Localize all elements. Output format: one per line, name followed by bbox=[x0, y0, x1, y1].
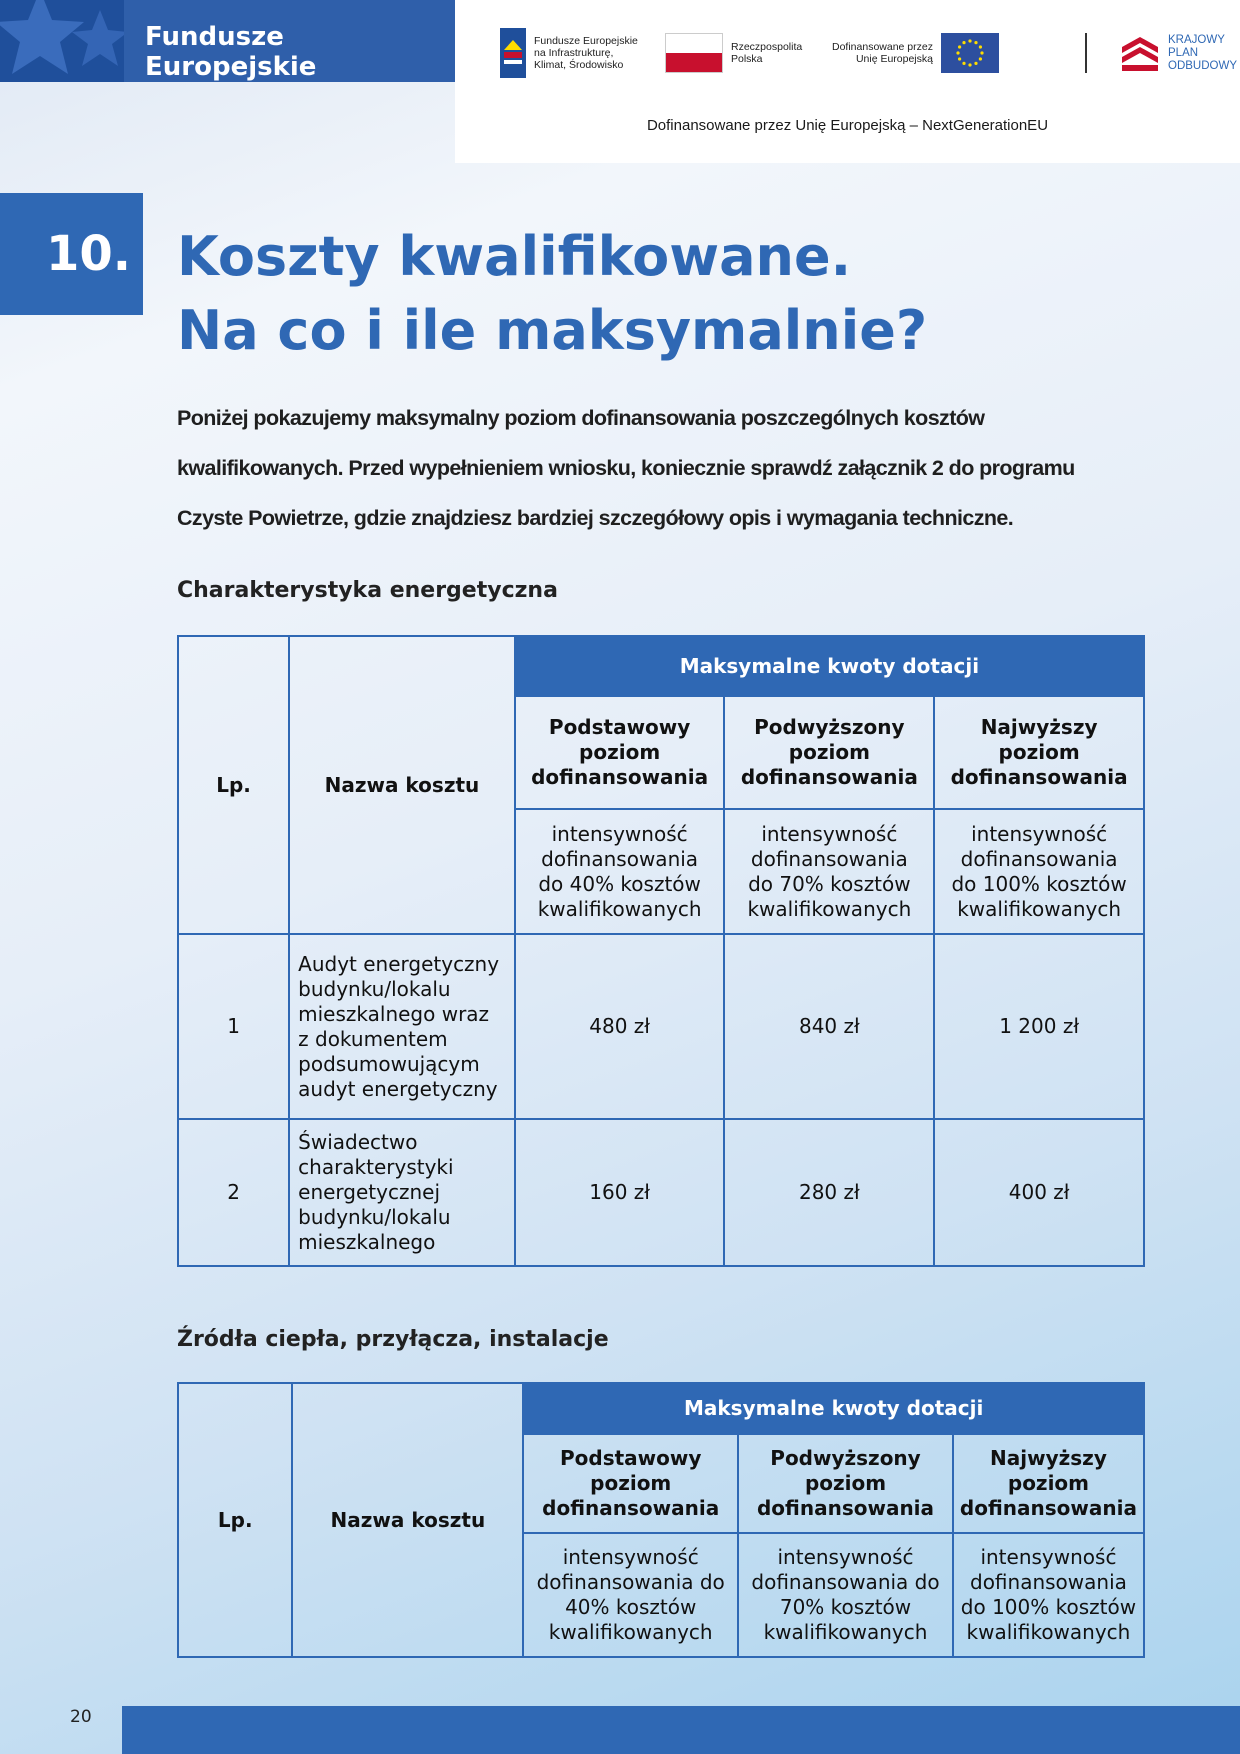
row-value-highest: 400 zł bbox=[934, 1119, 1144, 1266]
level-basic-header: Podstawowy poziom dofinansowania bbox=[523, 1434, 738, 1533]
level-highest-header: Najwyższy poziom dofinansowania bbox=[934, 696, 1144, 809]
level-basic-header: Podstawowy poziom dofinansowania bbox=[515, 696, 725, 809]
fe-infra-logo bbox=[500, 25, 638, 81]
kpo-line-2: PLAN bbox=[1168, 46, 1199, 59]
eu-logo bbox=[832, 25, 999, 81]
header-max-amounts: Maksymalne kwoty dotacji bbox=[523, 1383, 1144, 1434]
row-cost-name: Audyt energetyczny budynku/lokalu mieszkalnego wraz z dokumentem podsumowującym audyt energetyczny bbox=[289, 934, 515, 1119]
fe-infra-line-1: Fundusze Europejskie bbox=[534, 35, 638, 47]
poland-flag-icon bbox=[665, 33, 723, 73]
level-increased-header: Podwyższony poziom dofinansowania bbox=[738, 1434, 953, 1533]
poland-line-2: Polska bbox=[731, 53, 763, 65]
kpo-line-3: ODBUDOWY bbox=[1168, 59, 1237, 72]
row-value-highest: 1 200 zł bbox=[934, 934, 1144, 1119]
badge-title: Fundusze Europejskie bbox=[145, 22, 317, 82]
title-line-1: Koszty kwalifikowane. bbox=[177, 225, 852, 288]
header-cost-name: Nazwa kosztu bbox=[289, 636, 515, 934]
level-highest-header: Najwyższy poziom dofinansowania bbox=[953, 1434, 1144, 1533]
section-title-heat-sources: Źródła ciepła, przyłącza, instalacje bbox=[177, 1327, 609, 1352]
title-line-2: Na co i ile maksymalnie? bbox=[177, 299, 928, 362]
poland-line-1: Rzeczpospolita bbox=[731, 41, 803, 53]
row-value-increased: 280 zł bbox=[724, 1119, 934, 1266]
header-lp: Lp. bbox=[178, 1383, 292, 1657]
eu-line-1: Dofinansowane przez bbox=[832, 41, 933, 53]
footer-bar bbox=[122, 1706, 1240, 1754]
fe-flag-icon bbox=[500, 28, 526, 78]
logo-divider bbox=[1085, 25, 1087, 81]
funding-line: Dofinansowane przez Unię Europejską – NextGenerationEU bbox=[646, 117, 1049, 134]
kpo-emblem-icon bbox=[1122, 33, 1160, 73]
page-number: 20 bbox=[70, 1707, 92, 1727]
header-cost-name: Nazwa kosztu bbox=[292, 1383, 523, 1657]
level-basic-desc: intensywność dofinansowania do 40% kosztów kwalifikowanych bbox=[523, 1533, 738, 1657]
header-lp: Lp. bbox=[178, 636, 289, 934]
heat-sources-table bbox=[177, 1382, 1145, 1658]
header-max-amounts: Maksymalne kwoty dotacji bbox=[515, 636, 1144, 696]
eu-line-2: Unię Europejską bbox=[855, 53, 933, 65]
row-cost-name: Świadectwo charakterystyki energetycznej budynku/lokalu mieszkalnego bbox=[289, 1119, 515, 1266]
row-lp: 2 bbox=[178, 1119, 289, 1266]
kpo-logo bbox=[1122, 25, 1237, 81]
row-value-basic: 160 zł bbox=[515, 1119, 725, 1266]
table-row bbox=[178, 1119, 1144, 1266]
table-row bbox=[178, 934, 1144, 1119]
level-increased-desc: intensywność dofinansowania do 70% kosztów kwalifikowanych bbox=[738, 1533, 953, 1657]
intro-line-2: kwalifikowanych. Przed wypełnieniem wniosku, koniecznie sprawdź załącznik 2 do programu bbox=[177, 456, 1075, 480]
eu-flag-icon bbox=[941, 33, 999, 73]
section-title-energy: Charakterystyka energetyczna bbox=[177, 578, 558, 603]
energy-costs-table bbox=[177, 635, 1145, 1267]
level-increased-header: Podwyższony poziom dofinansowania bbox=[724, 696, 934, 809]
intro-paragraph bbox=[177, 393, 1157, 543]
section-number: 10. bbox=[0, 193, 143, 315]
fundusze-europejskie-badge bbox=[0, 0, 455, 82]
level-highest-desc: intensywność dofinansowania do 100% kosztów kwalifikowanych bbox=[953, 1533, 1144, 1657]
stars-decoration-icon bbox=[0, 0, 124, 82]
poland-logo bbox=[665, 25, 802, 81]
level-increased-desc: intensywność dofinansowania do 70% kosztów kwalifikowanych bbox=[724, 809, 934, 934]
fe-infra-line-2: na Infrastrukturę, bbox=[534, 47, 614, 59]
row-value-increased: 840 zł bbox=[724, 934, 934, 1119]
intro-line-1: Poniżej pokazujemy maksymalny poziom dofinansowania poszczególnych kosztów bbox=[177, 406, 985, 430]
intro-line-3: Czyste Powietrze, gdzie znajdziesz bardziej szczegółowy opis i wymagania techniczne. bbox=[177, 506, 1014, 530]
level-basic-desc: intensywność dofinansowania do 40% kosztów kwalifikowanych bbox=[515, 809, 725, 934]
fe-infra-line-3: Klimat, Środowisko bbox=[534, 59, 624, 71]
row-value-basic: 480 zł bbox=[515, 934, 725, 1119]
page-title bbox=[177, 220, 927, 368]
logo-bar bbox=[455, 0, 1240, 163]
kpo-line-1: KRAJOWY bbox=[1168, 33, 1225, 46]
level-highest-desc: intensywność dofinansowania do 100% kosztów kwalifikowanych bbox=[934, 809, 1144, 934]
row-lp: 1 bbox=[178, 934, 289, 1119]
